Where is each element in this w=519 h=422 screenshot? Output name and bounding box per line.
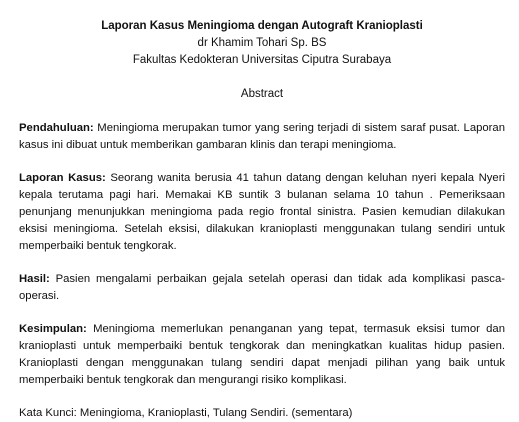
section-pendahuluan [19, 120, 505, 154]
author-name: dr Khamim Tohari Sp. BS [197, 37, 327, 49]
abstract-heading: Abstract [240, 88, 284, 100]
section-hasil [19, 271, 505, 305]
section-text: Pasien mengalami perbaikan gejala setelah operasi dan tidak ada komplikasi pasca-operasi. [19, 273, 505, 302]
section-label: Hasil: [19, 273, 50, 285]
paper-title: Laporan Kasus Meningioma dengan Autograft Kranioplasti [101, 20, 423, 32]
section-text: Meningioma merupakan tumor yang sering terjadi di sistem saraf pusat. Laporan kasus ini dibuat untuk memberikan gambaran klinis dan terapi meningioma. [19, 122, 506, 151]
section-text: Meningioma memerlukan penanganan yang tepat, termasuk eksisi tumor dan kranioplasti untuk memperbaiki bentuk tengkorak dan meningkatkan kualitas hidup pasien. Kranioplasti dengan menggunakan tulang sendiri dapat menjadi pilihan yang baik untuk memperbaiki bentuk tengkorak dan mengurangi risiko komplikasi. [19, 323, 505, 386]
author-affiliation: Fakultas Kedokteran Universitas Ciputra Surabaya [132, 54, 392, 66]
section-kesimpulan [19, 321, 505, 389]
keywords: Kata Kunci: Meningioma, Kranioplasti, Tulang Sendiri. (sementara) [19, 407, 353, 419]
section-laporan-kasus [19, 170, 505, 255]
section-label: Kesimpulan: [19, 323, 87, 335]
section-label: Laporan Kasus: [19, 172, 106, 184]
document-header [19, 18, 505, 69]
section-label: Pendahuluan: [19, 122, 94, 134]
section-text: Seorang wanita berusia 41 tahun datang dengan keluhan nyeri kepala Nyeri kepala terutama pagi hari. Memakai KB suntik 3 bulanan selama 10 tahun . Pemeriksaan penunjang menunjukkan meningioma pada regio frontal sinistra. Pasien kemudian dilakukan eksisi meningioma. Setelah eksisi, dilakukan kranioplasti menggunakan tulang sendiri untuk memperbaiki bentuk tengkorak. [19, 172, 505, 252]
